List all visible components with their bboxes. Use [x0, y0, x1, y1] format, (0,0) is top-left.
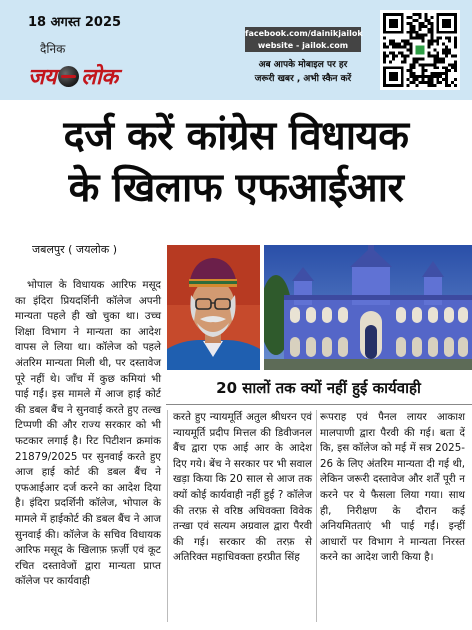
scan-prompt — [233, 58, 373, 86]
newspaper-logo — [28, 63, 118, 89]
high-court-building-photo — [264, 245, 472, 370]
main-headline — [0, 110, 472, 214]
scan-prompt-line2: जरूरी खबर , अभी स्कैन करें — [254, 74, 352, 84]
social-links[interactable] — [245, 27, 361, 52]
logo-word-left: जय — [28, 64, 57, 90]
website-link[interactable]: website - jailok.com — [257, 41, 349, 50]
column-divider — [316, 410, 317, 622]
subheadline-divider — [166, 404, 472, 405]
logo-word-right: लोक — [81, 64, 118, 90]
globe-icon — [58, 66, 79, 87]
scan-prompt-line1: अब आपके मोबाइल पर हर — [258, 60, 348, 70]
headline-line2: के खिलाफ एफआईआर — [68, 165, 404, 211]
facebook-link[interactable]: facebook.com/dainikjailok — [245, 29, 363, 38]
column-divider — [167, 410, 168, 622]
column-2-text: करते हुए न्यायमूर्ति अतुल श्रीधरन एवं न्यायमूर्ति प्रदीप मित्तल की डिवीजनल बैंच द्वारा एफ आई आर के आदेश दिए गये। बेंच ने सरकार पर भी सवाल खड़ा किया कि 20 साल से आज तक क्यों कोई कार्यवाही नहीं हुई ? कॉलेज की तरफ़ से वरिष्ठ अधिवक्ता विवेक तन्खा एवं सत्यम अग्रवाल द्वारा पैरवी की गई। सरकार की तरफ़ से अतिरिक्त महाधिवक्ता हरप्रीत सिंह — [173, 411, 312, 564]
subheadline: 20 सालों तक क्यों नहीं हुई कार्यवाही — [216, 379, 421, 397]
issue-date: 18 अगस्त 2025 — [28, 15, 122, 30]
article-column-1 — [15, 278, 161, 590]
article-column-3 — [320, 410, 465, 566]
mla-portrait-photo — [167, 245, 260, 370]
logo-tagline: दैनिक — [40, 42, 66, 56]
qr-code-icon[interactable] — [380, 10, 460, 90]
dateline: जबलपुर ( जयलोक ) — [32, 243, 118, 256]
column-3-text: रूपराह एवं पैनल लायर आकाश मालपाणी द्वारा पैरवी की गई। बता दें कि, इस कॉलेज को मई में सत्र 2025-26 के लिए अंतरिम मान्यता दी गई थी, लेकिन जरूरी दस्तावेज और शर्तें पूरी न करने पर ये फैसला लिया गया। साथ ही, निरीक्षण के दौरान कई अनियमितताएं भी पाई गईं। इन्हीं आधारों पर विभाग ने मान्यता निरस्त करने का आदेश जारी किया है। — [320, 411, 465, 564]
masthead — [0, 0, 472, 100]
headline-line1: दर्ज करें कांग्रेस विधायक — [63, 113, 409, 159]
article-column-2 — [173, 410, 312, 566]
column-1-text: भोपाल के विधायक आरिफ मसूद का इंदिरा प्रियदर्शिनी कॉलेज अपनी मान्यता पहले ही खो चुका था। उच्च शिक्षा विभाग ने मान्यता का आदेश वापस ले लिया था। कॉलेज को पहले अंतरिम मान्यता मिली थी, पर दस्तावेज पूरे नहीं थे। जाँच में कुछ कमियां भी पाई गईं। इस मामले में आज हाई कोर्ट की डबल बैंच ने सुनवाई करते हुए तल्ख टिप्पणी की और राज्य सरकार को भी फटकार लगाई है। रिट पिटीशन क्रमांक 21879/2025 पर सुनवाई करते हुए आज हाई कोर्ट की डबल बैंच ने एफआईआर दर्ज करने का आदेश दिया है। इंदिरा प्रदर्शिनी कॉलेज, भोपाल के मामले में हाईकोर्ट की डबल बैंच ने आज सुनवाई की। कॉलेज के सचिव विधायक आरिफ मसूद के खिलाफ़ फ़र्ज़ी एवं कूट रचित दस्तावेजों द्वारा मान्यता प्राप्त कॉलेज पर कार्यवाही — [15, 279, 161, 588]
